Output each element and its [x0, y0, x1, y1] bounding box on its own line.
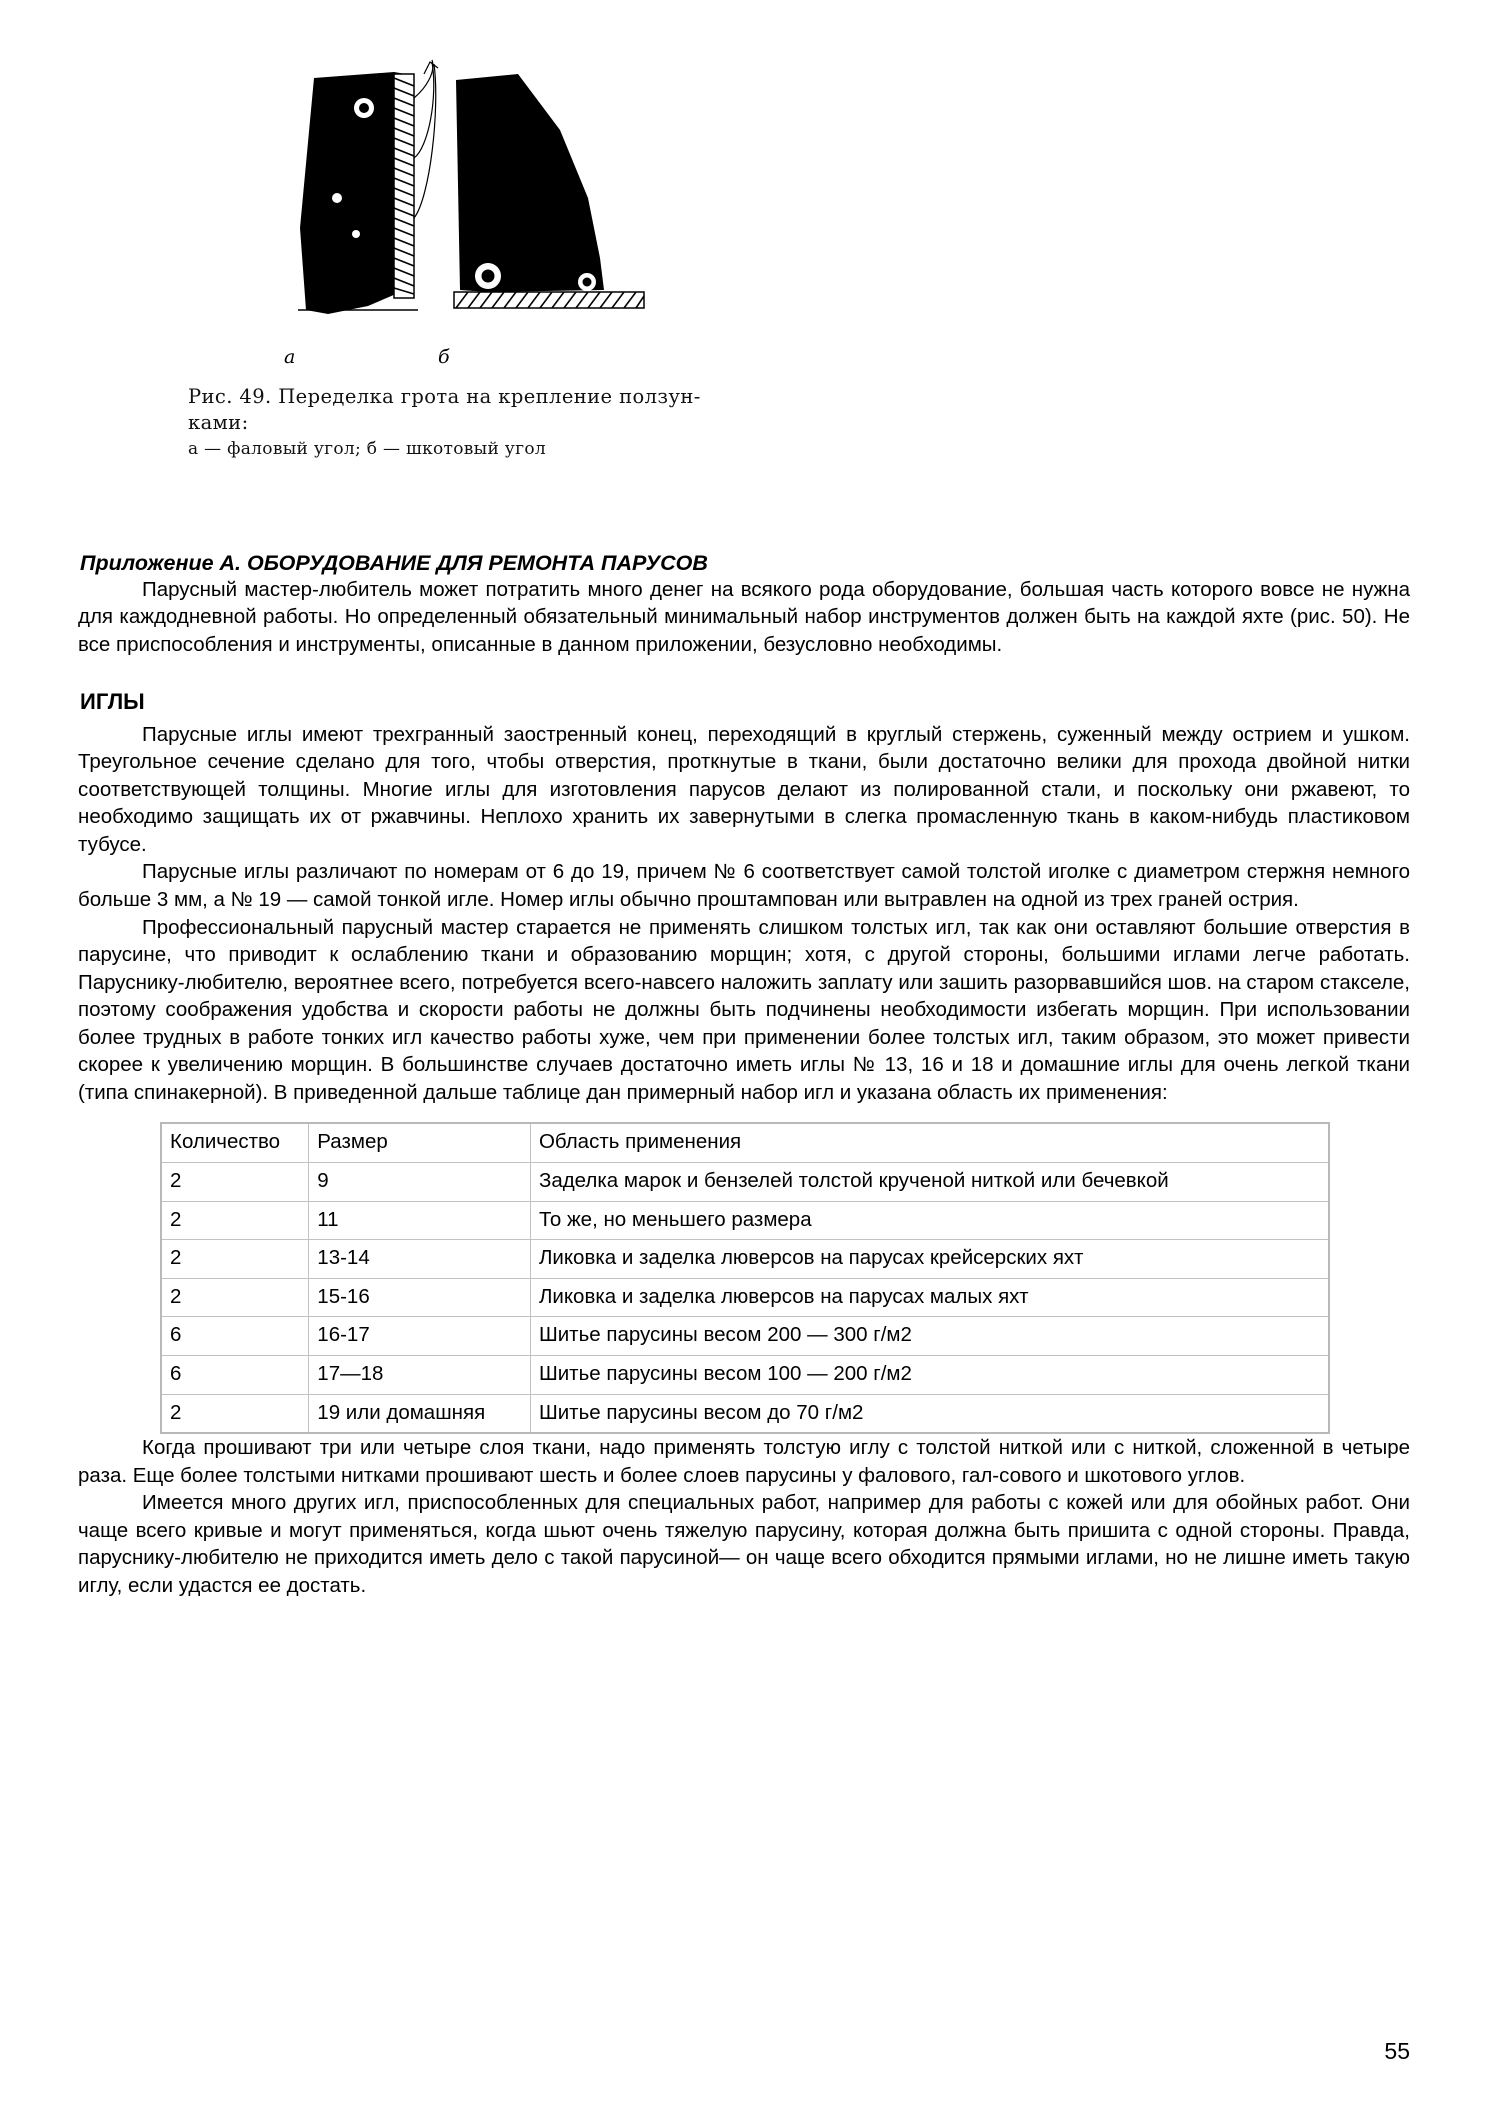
cell-quantity: 2	[161, 1240, 309, 1279]
needle-table-wrapper	[78, 1122, 1410, 1434]
table-row	[161, 1163, 1329, 1202]
figure-caption	[188, 384, 748, 461]
cell-size: 9	[309, 1163, 531, 1202]
table-header-application: Область применения	[530, 1123, 1329, 1162]
cell-size: 17—18	[309, 1356, 531, 1395]
table-row	[161, 1317, 1329, 1356]
cell-application: Шитье парусины весом до 70 г/м2	[530, 1394, 1329, 1433]
figure-label-b: б	[438, 346, 450, 368]
cell-application: Шитье парусины весом 200 — 300 г/м2	[530, 1317, 1329, 1356]
table-header-quantity: Количество	[161, 1123, 309, 1162]
cell-quantity: 2	[161, 1201, 309, 1240]
table-header-row	[161, 1123, 1329, 1162]
figure-caption-line2: ками:	[188, 410, 249, 434]
cell-application: Шитье парусины весом 100 — 200 г/м2	[530, 1356, 1329, 1395]
cell-size: 13-14	[309, 1240, 531, 1279]
appendix-title: Приложение А. ОБОРУДОВАНИЕ ДЛЯ РЕМОНТА ПАРУСОВ	[80, 550, 708, 575]
sail-corner-diagram	[188, 38, 668, 348]
table-row	[161, 1240, 1329, 1279]
cell-size: 11	[309, 1201, 531, 1240]
cell-quantity: 2	[161, 1394, 309, 1433]
figure-49	[188, 38, 748, 461]
cell-application: То же, но меньшего размера	[530, 1201, 1329, 1240]
table-row	[161, 1278, 1329, 1317]
cell-quantity: 2	[161, 1163, 309, 1202]
needles-paragraph-5: Имеется много других игл, приспособленных для специальных работ, например для работы с кожей или для обойных работ. Они чаще всего кривые и могут применяться, когда шьют очень тяжелую парусину, которая должна быть пришита с одной стороны. Правда, паруснику-любителю не приходится иметь дело с такой парусиной— он чаще всего обходится прямыми иглами, но не лишне иметь такую иглу, если удастся ее достать.	[78, 1491, 1410, 1598]
needles-paragraph-3: Профессиональный парусный мастер старается не применять слишком толстых игл, так как они оставляют большие отверстия в парусине, что приводит к ослаблению ткани и образованию морщин; хотя, с другой стороны, большими иглами легче работать. Паруснику-любителю, вероятнее всего, потребуется всего-навсего наложить заплату или зашить разорвавшийся шов. на старом стакселе, поэтому соображения удобства и скорости работы не должны быть подчинены необходимости избегать морщин. При использовании более трудных в работе тонких игл качество работы хуже, чем при применении более толстых игл, таким образом, это может привести скорее к увеличению морщин. В большинстве случаев достаточно иметь иглы № 13, 16 и 18 и домашние иглы для очень легкой ткани (типа спинакерной). В приведенной дальше таблице дан примерный набор игл и указана область их применения:	[78, 915, 1410, 1104]
table-row	[161, 1201, 1329, 1240]
cell-size: 19 или домашняя	[309, 1394, 531, 1433]
table-header-size: Размер	[309, 1123, 531, 1162]
section-title-needles: ИГЛЫ	[80, 688, 145, 714]
cell-quantity: 2	[161, 1278, 309, 1317]
cell-size: 16-17	[309, 1317, 531, 1356]
cell-application: Ликовка и заделка люверсов на парусах малых яхт	[530, 1278, 1329, 1317]
page-number: 55	[1384, 2038, 1410, 2064]
needles-paragraph-4: Когда прошивают три или четыре слоя ткани, надо применять толстую иглу с толстой ниткой или с ниткой, сложенной в четыре раза. Еще более толстыми нитками прошивают шесть и более слоев парусины у фалового, гал-сового и шкотового углов.	[78, 1436, 1410, 1487]
figure-caption-line1: Рис. 49. Переделка грота на крепление ползун-	[188, 385, 701, 408]
appendix-intro-paragraph: Парусный мастер-любитель может потратить много денег на всякого рода оборудование, большая часть которого вовсе не нужна для каждодневной работы. Но определенный обязательный минимальный набор инструментов должен быть на каждой яхте (рис. 50). Не все приспособления и инструменты, описанные в данном приложении, безусловно необходимы.	[78, 577, 1410, 657]
needles-paragraph-1: Парусные иглы имеют трехгранный заостренный конец, переходящий в круглый стержень, суженный между острием и ушком. Треугольное сечение сделано для того, чтобы отверстия, проткнутые в ткани, были достаточно велики для прохода двойной нитки соответствующей толщины. Многие иглы для изготовления парусов делают из полированной стали, и поскольку они ржавеют, то необходимо защищать их от ржавчины. Неплохо хранить их завернутыми в слегка промасленную ткань в каком-нибудь пластиковом тубусе.	[78, 722, 1410, 856]
figure-caption-sub: а — фаловый угол; б — шкотовый угол	[188, 439, 546, 460]
cell-application: Ликовка и заделка люверсов на парусах крейсерских яхт	[530, 1240, 1329, 1279]
cell-quantity: 6	[161, 1317, 309, 1356]
cell-size: 15-16	[309, 1278, 531, 1317]
table-row	[161, 1394, 1329, 1433]
figure-illustration	[188, 38, 668, 348]
table-row	[161, 1356, 1329, 1395]
figure-label-a: а	[284, 346, 296, 368]
needles-paragraph-2: Парусные иглы различают по номерам от 6 до 19, причем № 6 соответствует самой толстой иголке с диаметром стержня немного больше 3 мм, а № 19 — самой тонкой игле. Номер иглы обычно проштампован или вытравлен на одной из трех граней острия.	[78, 860, 1410, 911]
cell-application: Заделка марок и бензелей толстой крученой ниткой или бечевкой	[530, 1163, 1329, 1202]
cell-quantity: 6	[161, 1356, 309, 1395]
figure-letter-labels	[188, 348, 668, 374]
needle-table	[160, 1122, 1330, 1434]
